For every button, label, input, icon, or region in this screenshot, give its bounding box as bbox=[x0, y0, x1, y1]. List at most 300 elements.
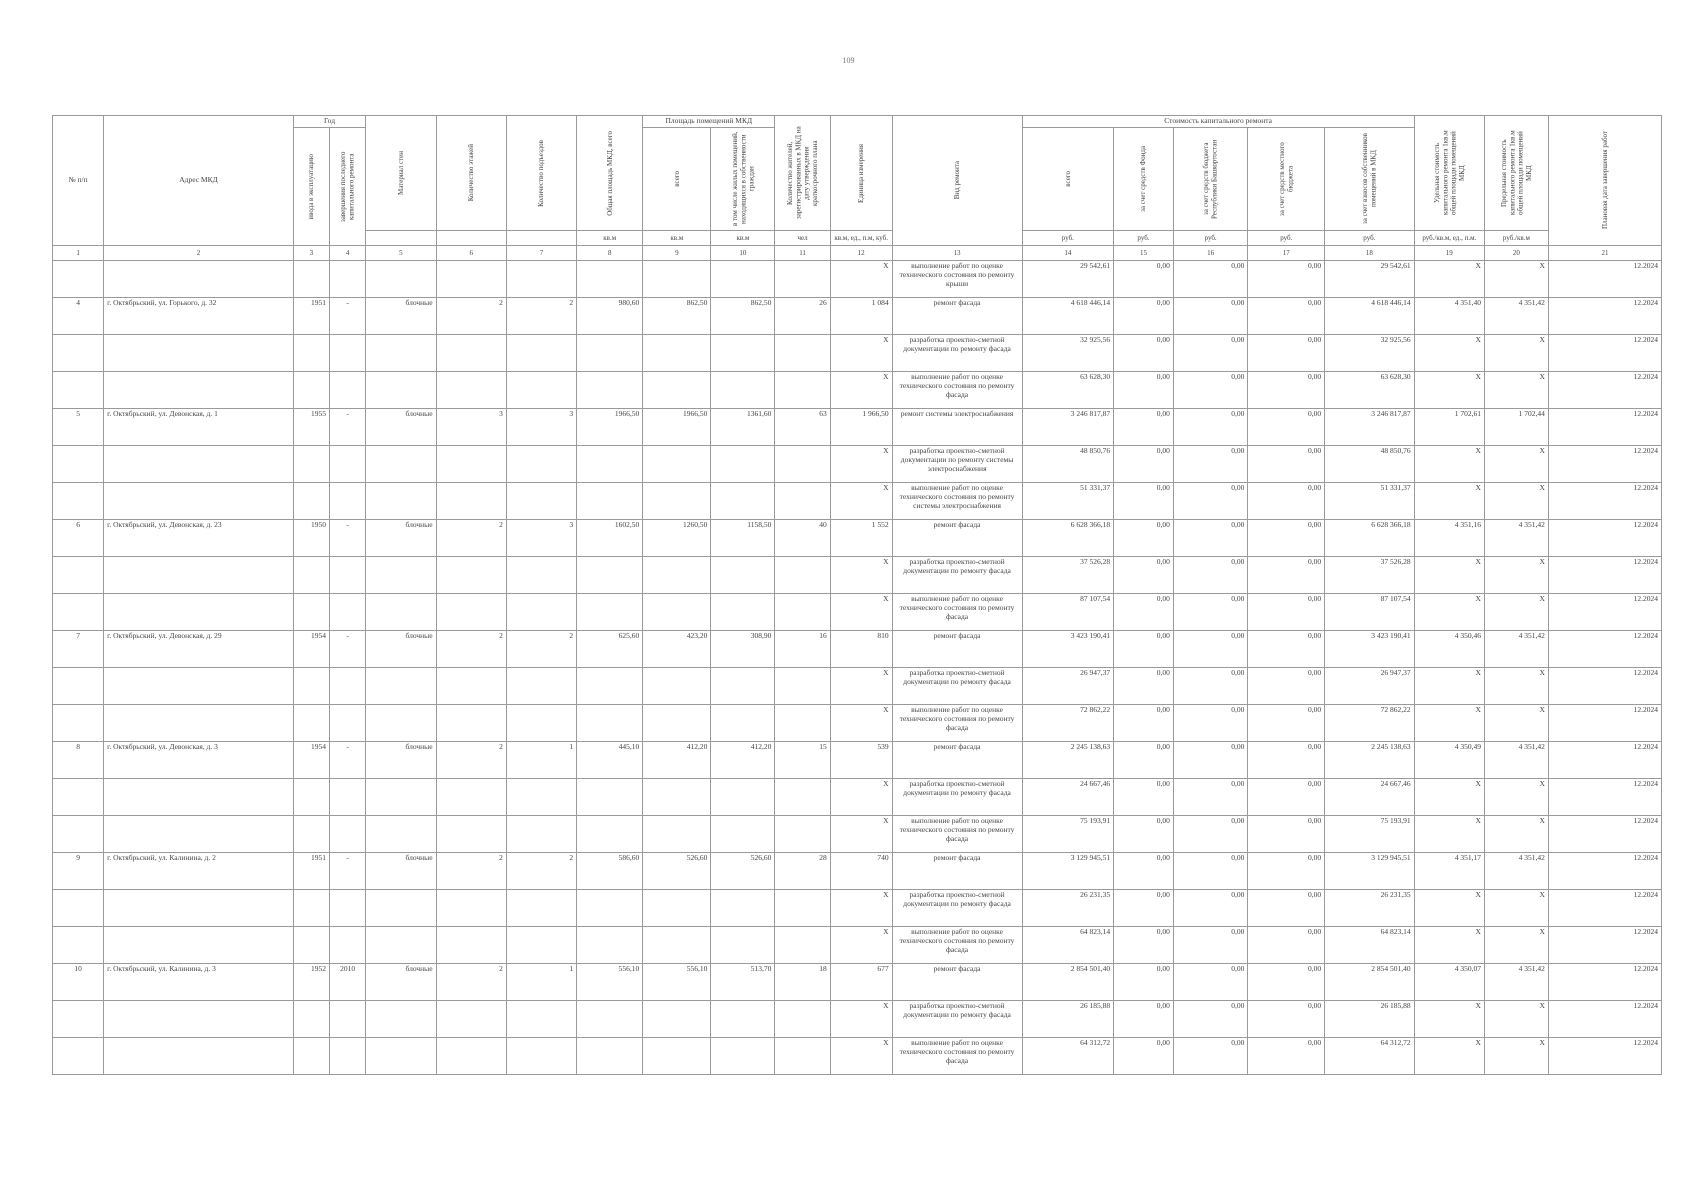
total-area-cell bbox=[577, 779, 643, 816]
row-number bbox=[53, 668, 104, 705]
total-area-cell: 445,10 bbox=[577, 742, 643, 779]
floors-cell bbox=[436, 557, 506, 594]
max-cost-cell: X bbox=[1484, 779, 1548, 816]
work-type-cell: разработка проектно-сметной документации по ремонту фасада bbox=[892, 779, 1022, 816]
max-cost-cell: X bbox=[1484, 890, 1548, 927]
max-cost-cell: 4 351,42 bbox=[1484, 853, 1548, 890]
entrances-cell: 3 bbox=[506, 520, 576, 557]
unit-cost-cell: 4 350,07 bbox=[1414, 964, 1484, 1001]
cost-total-cell: 24 667,46 bbox=[1022, 779, 1114, 816]
deadline-cell: 12.2024 bbox=[1548, 890, 1661, 927]
floors-cell: 2 bbox=[436, 964, 506, 1001]
cost-fund-cell: 0,00 bbox=[1114, 779, 1174, 816]
resident-area-cell bbox=[711, 779, 775, 816]
year-built-cell: 1951 bbox=[293, 853, 329, 890]
residents-cell bbox=[775, 483, 830, 520]
entrances-cell bbox=[506, 1038, 576, 1075]
deadline-cell: 12.2024 bbox=[1548, 631, 1661, 668]
deadline-cell: 12.2024 bbox=[1548, 816, 1661, 853]
unit-empty bbox=[506, 231, 576, 246]
address-cell bbox=[104, 483, 294, 520]
cost-owners-cell: 26 185,88 bbox=[1325, 1001, 1415, 1038]
cost-fund-cell: 0,00 bbox=[1114, 1038, 1174, 1075]
resident-area-cell bbox=[711, 261, 775, 298]
row-number: 5 bbox=[53, 409, 104, 446]
cost-total-cell: 37 526,28 bbox=[1022, 557, 1114, 594]
residents-cell bbox=[775, 890, 830, 927]
row-number: 6 bbox=[53, 520, 104, 557]
premises-area-cell: 412,20 bbox=[643, 742, 711, 779]
cost-republic-cell: 0,00 bbox=[1173, 1001, 1248, 1038]
cost-republic-cell: 0,00 bbox=[1173, 1038, 1248, 1075]
address-cell bbox=[104, 261, 294, 298]
header-cost-total: всего bbox=[1022, 128, 1114, 231]
residents-cell bbox=[775, 1001, 830, 1038]
cost-local-cell: 0,00 bbox=[1248, 335, 1325, 372]
wall-material-cell bbox=[366, 594, 436, 631]
cost-fund-cell: 0,00 bbox=[1114, 705, 1174, 742]
cost-republic-cell: 0,00 bbox=[1173, 668, 1248, 705]
residents-cell: 26 bbox=[775, 298, 830, 335]
total-area-cell bbox=[577, 335, 643, 372]
floors-cell bbox=[436, 890, 506, 927]
total-area-cell: 625,60 bbox=[577, 631, 643, 668]
cost-republic-cell: 0,00 bbox=[1173, 520, 1248, 557]
unit-cost-cell: X bbox=[1414, 927, 1484, 964]
table-row bbox=[53, 779, 1662, 816]
address-cell bbox=[104, 668, 294, 705]
year-repair-cell bbox=[330, 816, 366, 853]
deadline-cell: 12.2024 bbox=[1548, 372, 1661, 409]
table-row bbox=[53, 335, 1662, 372]
resident-area-cell bbox=[711, 890, 775, 927]
unit-cell: X bbox=[830, 446, 892, 483]
year-repair-cell: - bbox=[330, 298, 366, 335]
total-area-cell bbox=[577, 1001, 643, 1038]
deadline-cell: 12.2024 bbox=[1548, 705, 1661, 742]
row-number: 10 bbox=[53, 964, 104, 1001]
unit-rub: руб. bbox=[1173, 231, 1248, 246]
work-type-cell: ремонт фасада bbox=[892, 853, 1022, 890]
header-cost-local: за счет средств местного бюджета bbox=[1248, 128, 1325, 231]
max-cost-cell: X bbox=[1484, 557, 1548, 594]
cost-fund-cell: 0,00 bbox=[1114, 890, 1174, 927]
resident-area-cell bbox=[711, 594, 775, 631]
address-cell bbox=[104, 335, 294, 372]
floors-cell bbox=[436, 705, 506, 742]
unit-cost-cell: X bbox=[1414, 779, 1484, 816]
cost-local-cell: 0,00 bbox=[1248, 446, 1325, 483]
column-number: 10 bbox=[711, 246, 775, 261]
total-area-cell: 586,60 bbox=[577, 853, 643, 890]
table-body bbox=[53, 261, 1662, 1075]
cost-owners-cell: 26 947,37 bbox=[1325, 668, 1415, 705]
work-type-cell: выполнение работ по оценке технического состояния по ремонту фасада bbox=[892, 816, 1022, 853]
resident-area-cell bbox=[711, 372, 775, 409]
entrances-cell: 3 bbox=[506, 409, 576, 446]
premises-area-cell bbox=[643, 483, 711, 520]
floors-cell bbox=[436, 1038, 506, 1075]
address-cell: г. Октябрьский, ул. Горького, д. 32 bbox=[104, 298, 294, 335]
work-type-cell: ремонт фасада bbox=[892, 742, 1022, 779]
year-built-cell: 1955 bbox=[293, 409, 329, 446]
wall-material-cell bbox=[366, 372, 436, 409]
entrances-cell bbox=[506, 594, 576, 631]
cost-total-cell: 72 862,22 bbox=[1022, 705, 1114, 742]
cost-republic-cell: 0,00 bbox=[1173, 742, 1248, 779]
table-row bbox=[53, 298, 1662, 335]
unit-cell: X bbox=[830, 372, 892, 409]
unit-sqm: кв.м bbox=[577, 231, 643, 246]
column-number: 4 bbox=[330, 246, 366, 261]
row-number bbox=[53, 335, 104, 372]
header-work-type: Вид ремонта bbox=[892, 116, 1022, 246]
residents-cell: 63 bbox=[775, 409, 830, 446]
column-number: 1 bbox=[53, 246, 104, 261]
total-area-cell: 556,10 bbox=[577, 964, 643, 1001]
cost-fund-cell: 0,00 bbox=[1114, 742, 1174, 779]
year-built-cell bbox=[293, 927, 329, 964]
total-area-cell: 1602,50 bbox=[577, 520, 643, 557]
deadline-cell: 12.2024 bbox=[1548, 1038, 1661, 1075]
year-built-cell: 1950 bbox=[293, 520, 329, 557]
table-row bbox=[53, 631, 1662, 668]
max-cost-cell: 4 351,42 bbox=[1484, 520, 1548, 557]
unit-cost-cell: 4 350,46 bbox=[1414, 631, 1484, 668]
floors-cell bbox=[436, 927, 506, 964]
unit-cost-cell: X bbox=[1414, 1038, 1484, 1075]
resident-area-cell: 308,90 bbox=[711, 631, 775, 668]
unit-cost-cell: X bbox=[1414, 261, 1484, 298]
header-unit-cost: Удельная стоимость капитального ремонта 1кв.м общей площади помещений МКД bbox=[1414, 116, 1484, 231]
table-row bbox=[53, 1001, 1662, 1038]
address-cell: г. Октябрьский, ул. Калинина, д. 3 bbox=[104, 964, 294, 1001]
table-row bbox=[53, 409, 1662, 446]
deadline-cell: 12.2024 bbox=[1548, 520, 1661, 557]
year-repair-cell: - bbox=[330, 853, 366, 890]
wall-material-cell bbox=[366, 261, 436, 298]
premises-area-cell bbox=[643, 890, 711, 927]
cost-total-cell: 3 129 945,51 bbox=[1022, 853, 1114, 890]
cost-republic-cell: 0,00 bbox=[1173, 372, 1248, 409]
cost-republic-cell: 0,00 bbox=[1173, 446, 1248, 483]
cost-total-cell: 3 246 817,87 bbox=[1022, 409, 1114, 446]
unit-cell: X bbox=[830, 335, 892, 372]
deadline-cell: 12.2024 bbox=[1548, 742, 1661, 779]
residents-cell: 16 bbox=[775, 631, 830, 668]
wall-material-cell bbox=[366, 668, 436, 705]
work-type-cell: разработка проектно-сметной документации по ремонту фасада bbox=[892, 1001, 1022, 1038]
wall-material-cell: блочные bbox=[366, 742, 436, 779]
premises-area-cell: 1260,50 bbox=[643, 520, 711, 557]
total-area-cell bbox=[577, 446, 643, 483]
work-type-cell: ремонт фасада bbox=[892, 631, 1022, 668]
year-built-cell bbox=[293, 1001, 329, 1038]
cost-owners-cell: 48 850,76 bbox=[1325, 446, 1415, 483]
cost-local-cell: 0,00 bbox=[1248, 594, 1325, 631]
premises-area-cell: 423,20 bbox=[643, 631, 711, 668]
table-row bbox=[53, 816, 1662, 853]
unit-cost-cell: 4 351,16 bbox=[1414, 520, 1484, 557]
premises-area-cell bbox=[643, 927, 711, 964]
residents-cell bbox=[775, 446, 830, 483]
unit-cost-cell: 4 351,40 bbox=[1414, 298, 1484, 335]
cost-fund-cell: 0,00 bbox=[1114, 409, 1174, 446]
floors-cell bbox=[436, 668, 506, 705]
year-repair-cell bbox=[330, 261, 366, 298]
wall-material-cell bbox=[366, 890, 436, 927]
work-type-cell: ремонт фасада bbox=[892, 520, 1022, 557]
year-repair-cell bbox=[330, 446, 366, 483]
year-built-cell bbox=[293, 594, 329, 631]
year-repair-cell bbox=[330, 594, 366, 631]
table-header bbox=[53, 116, 1662, 261]
column-number: 21 bbox=[1548, 246, 1661, 261]
row-number bbox=[53, 446, 104, 483]
cost-local-cell: 0,00 bbox=[1248, 927, 1325, 964]
cost-local-cell: 0,00 bbox=[1248, 298, 1325, 335]
wall-material-cell: блочные bbox=[366, 631, 436, 668]
entrances-cell bbox=[506, 705, 576, 742]
cost-local-cell: 0,00 bbox=[1248, 1001, 1325, 1038]
column-number: 15 bbox=[1114, 246, 1174, 261]
residents-cell: 40 bbox=[775, 520, 830, 557]
cost-fund-cell: 0,00 bbox=[1114, 816, 1174, 853]
residents-cell: 28 bbox=[775, 853, 830, 890]
max-cost-cell: X bbox=[1484, 1001, 1548, 1038]
work-type-cell: разработка проектно-сметной документации по ремонту фасада bbox=[892, 335, 1022, 372]
deadline-cell: 12.2024 bbox=[1548, 557, 1661, 594]
cost-owners-cell: 32 925,56 bbox=[1325, 335, 1415, 372]
cost-fund-cell: 0,00 bbox=[1114, 446, 1174, 483]
unit-cost-cell: X bbox=[1414, 890, 1484, 927]
deadline-cell: 12.2024 bbox=[1548, 446, 1661, 483]
cost-fund-cell: 0,00 bbox=[1114, 594, 1174, 631]
residents-cell: 18 bbox=[775, 964, 830, 1001]
cost-fund-cell: 0,00 bbox=[1114, 557, 1174, 594]
header-cost-fund: за счет средств Фонда bbox=[1114, 128, 1174, 231]
floors-cell bbox=[436, 816, 506, 853]
residents-cell bbox=[775, 927, 830, 964]
unit-cost-cell: 1 702,61 bbox=[1414, 409, 1484, 446]
address-cell bbox=[104, 557, 294, 594]
resident-area-cell bbox=[711, 816, 775, 853]
address-cell bbox=[104, 446, 294, 483]
year-repair-cell: - bbox=[330, 742, 366, 779]
cost-owners-cell: 3 129 945,51 bbox=[1325, 853, 1415, 890]
entrances-cell bbox=[506, 372, 576, 409]
header-cost-owners: за счет взносов собственников помещений в МКД bbox=[1325, 128, 1415, 231]
wall-material-cell: блочные bbox=[366, 964, 436, 1001]
floors-cell bbox=[436, 261, 506, 298]
column-number: 12 bbox=[830, 246, 892, 261]
premises-area-cell bbox=[643, 1001, 711, 1038]
address-cell bbox=[104, 890, 294, 927]
floors-cell bbox=[436, 446, 506, 483]
cost-local-cell: 0,00 bbox=[1248, 372, 1325, 409]
cost-owners-cell: 87 107,54 bbox=[1325, 594, 1415, 631]
cost-republic-cell: 0,00 bbox=[1173, 853, 1248, 890]
row-number bbox=[53, 927, 104, 964]
row-number bbox=[53, 1001, 104, 1038]
max-cost-cell: X bbox=[1484, 1038, 1548, 1075]
cost-fund-cell: 0,00 bbox=[1114, 668, 1174, 705]
year-repair-cell bbox=[330, 890, 366, 927]
residents-cell bbox=[775, 261, 830, 298]
cost-owners-cell: 64 823,14 bbox=[1325, 927, 1415, 964]
work-type-cell: ремонт фасада bbox=[892, 298, 1022, 335]
resident-area-cell bbox=[711, 335, 775, 372]
deadline-cell: 12.2024 bbox=[1548, 668, 1661, 705]
year-repair-cell bbox=[330, 335, 366, 372]
row-number: 8 bbox=[53, 742, 104, 779]
unit-cell: 810 bbox=[830, 631, 892, 668]
wall-material-cell bbox=[366, 335, 436, 372]
residents-cell: 15 bbox=[775, 742, 830, 779]
year-built-cell: 1954 bbox=[293, 742, 329, 779]
cost-local-cell: 0,00 bbox=[1248, 261, 1325, 298]
premises-area-cell bbox=[643, 557, 711, 594]
wall-material-cell bbox=[366, 1038, 436, 1075]
column-number: 8 bbox=[577, 246, 643, 261]
floors-cell bbox=[436, 594, 506, 631]
row-number bbox=[53, 816, 104, 853]
cost-republic-cell: 0,00 bbox=[1173, 261, 1248, 298]
total-area-cell bbox=[577, 372, 643, 409]
cost-owners-cell: 29 542,61 bbox=[1325, 261, 1415, 298]
cost-total-cell: 87 107,54 bbox=[1022, 594, 1114, 631]
unit-cell: X bbox=[830, 705, 892, 742]
header-year-built: ввода в эксплуатацию bbox=[293, 128, 329, 246]
work-type-cell: выполнение работ по оценке технического состояния по ремонту крыши bbox=[892, 261, 1022, 298]
table-row bbox=[53, 890, 1662, 927]
cost-fund-cell: 0,00 bbox=[1114, 298, 1174, 335]
cost-fund-cell: 0,00 bbox=[1114, 927, 1174, 964]
row-number: 9 bbox=[53, 853, 104, 890]
total-area-cell bbox=[577, 927, 643, 964]
max-cost-cell: 1 702,44 bbox=[1484, 409, 1548, 446]
address-cell bbox=[104, 927, 294, 964]
year-built-cell bbox=[293, 557, 329, 594]
column-number: 19 bbox=[1414, 246, 1484, 261]
max-cost-cell: X bbox=[1484, 372, 1548, 409]
unit-people: чел bbox=[775, 231, 830, 246]
total-area-cell: 1966,50 bbox=[577, 409, 643, 446]
column-number: 16 bbox=[1173, 246, 1248, 261]
entrances-cell bbox=[506, 890, 576, 927]
table-row bbox=[53, 927, 1662, 964]
total-area-cell bbox=[577, 594, 643, 631]
cost-total-cell: 64 312,72 bbox=[1022, 1038, 1114, 1075]
max-cost-cell: X bbox=[1484, 668, 1548, 705]
cost-fund-cell: 0,00 bbox=[1114, 335, 1174, 372]
floors-cell bbox=[436, 372, 506, 409]
unit-sqm: кв.м bbox=[711, 231, 775, 246]
max-cost-cell: X bbox=[1484, 261, 1548, 298]
header-unit: Единица измерения bbox=[830, 116, 892, 231]
year-repair-cell bbox=[330, 372, 366, 409]
cost-local-cell: 0,00 bbox=[1248, 557, 1325, 594]
year-repair-cell: - bbox=[330, 631, 366, 668]
residents-cell bbox=[775, 594, 830, 631]
unit-cost-cell: 4 351,17 bbox=[1414, 853, 1484, 890]
cost-local-cell: 0,00 bbox=[1248, 742, 1325, 779]
unit-cell: 1 084 bbox=[830, 298, 892, 335]
year-built-cell bbox=[293, 816, 329, 853]
column-number: 18 bbox=[1325, 246, 1415, 261]
header-residents: Количество жителей, зарегистрированных в МКД на дату утверждения краткосрочного плана bbox=[775, 116, 830, 231]
cost-fund-cell: 0,00 bbox=[1114, 964, 1174, 1001]
header-premises-residents: в том числе жилых помещений, находящихся в собственности граждан bbox=[711, 128, 775, 231]
year-built-cell: 1954 bbox=[293, 631, 329, 668]
cost-total-cell: 29 542,61 bbox=[1022, 261, 1114, 298]
column-number: 7 bbox=[506, 246, 576, 261]
page-number: 109 bbox=[842, 56, 855, 65]
unit-rub-per-unit: руб./кв.м, ед., п.м. bbox=[1414, 231, 1484, 246]
address-cell bbox=[104, 779, 294, 816]
deadline-cell: 12.2024 bbox=[1548, 298, 1661, 335]
row-number bbox=[53, 705, 104, 742]
unit-cost-cell: X bbox=[1414, 335, 1484, 372]
row-number: 4 bbox=[53, 298, 104, 335]
resident-area-cell bbox=[711, 668, 775, 705]
cost-local-cell: 0,00 bbox=[1248, 853, 1325, 890]
residents-cell bbox=[775, 816, 830, 853]
cost-republic-cell: 0,00 bbox=[1173, 816, 1248, 853]
premises-area-cell bbox=[643, 779, 711, 816]
unit-measure: кв.м, ед., п.м, куб. bbox=[830, 231, 892, 246]
cost-owners-cell: 3 246 817,87 bbox=[1325, 409, 1415, 446]
year-built-cell bbox=[293, 261, 329, 298]
unit-cell: 740 bbox=[830, 853, 892, 890]
cost-republic-cell: 0,00 bbox=[1173, 409, 1248, 446]
year-built-cell bbox=[293, 1038, 329, 1075]
unit-cell: X bbox=[830, 557, 892, 594]
column-number: 20 bbox=[1484, 246, 1548, 261]
cost-local-cell: 0,00 bbox=[1248, 483, 1325, 520]
table-row bbox=[53, 742, 1662, 779]
row-number bbox=[53, 779, 104, 816]
unit-rub: руб. bbox=[1114, 231, 1174, 246]
total-area-cell bbox=[577, 705, 643, 742]
max-cost-cell: X bbox=[1484, 446, 1548, 483]
work-type-cell: выполнение работ по оценке технического состояния по ремонту фасада bbox=[892, 372, 1022, 409]
row-number bbox=[53, 594, 104, 631]
cost-total-cell: 6 628 366,18 bbox=[1022, 520, 1114, 557]
total-area-cell bbox=[577, 890, 643, 927]
unit-cell: X bbox=[830, 890, 892, 927]
max-cost-cell: 4 351,42 bbox=[1484, 298, 1548, 335]
residents-cell bbox=[775, 779, 830, 816]
deadline-cell: 12.2024 bbox=[1548, 335, 1661, 372]
max-cost-cell: X bbox=[1484, 927, 1548, 964]
entrances-cell bbox=[506, 816, 576, 853]
resident-area-cell bbox=[711, 446, 775, 483]
cost-local-cell: 0,00 bbox=[1248, 520, 1325, 557]
cost-republic-cell: 0,00 bbox=[1173, 927, 1248, 964]
entrances-cell bbox=[506, 446, 576, 483]
table-row bbox=[53, 964, 1662, 1001]
address-cell bbox=[104, 705, 294, 742]
year-repair-cell bbox=[330, 779, 366, 816]
table-row bbox=[53, 261, 1662, 298]
floors-cell: 2 bbox=[436, 631, 506, 668]
cost-owners-cell: 2 854 501,40 bbox=[1325, 964, 1415, 1001]
cost-local-cell: 0,00 bbox=[1248, 816, 1325, 853]
work-type-cell: ремонт фасада bbox=[892, 964, 1022, 1001]
unit-cell: 1 552 bbox=[830, 520, 892, 557]
cost-republic-cell: 0,00 bbox=[1173, 631, 1248, 668]
